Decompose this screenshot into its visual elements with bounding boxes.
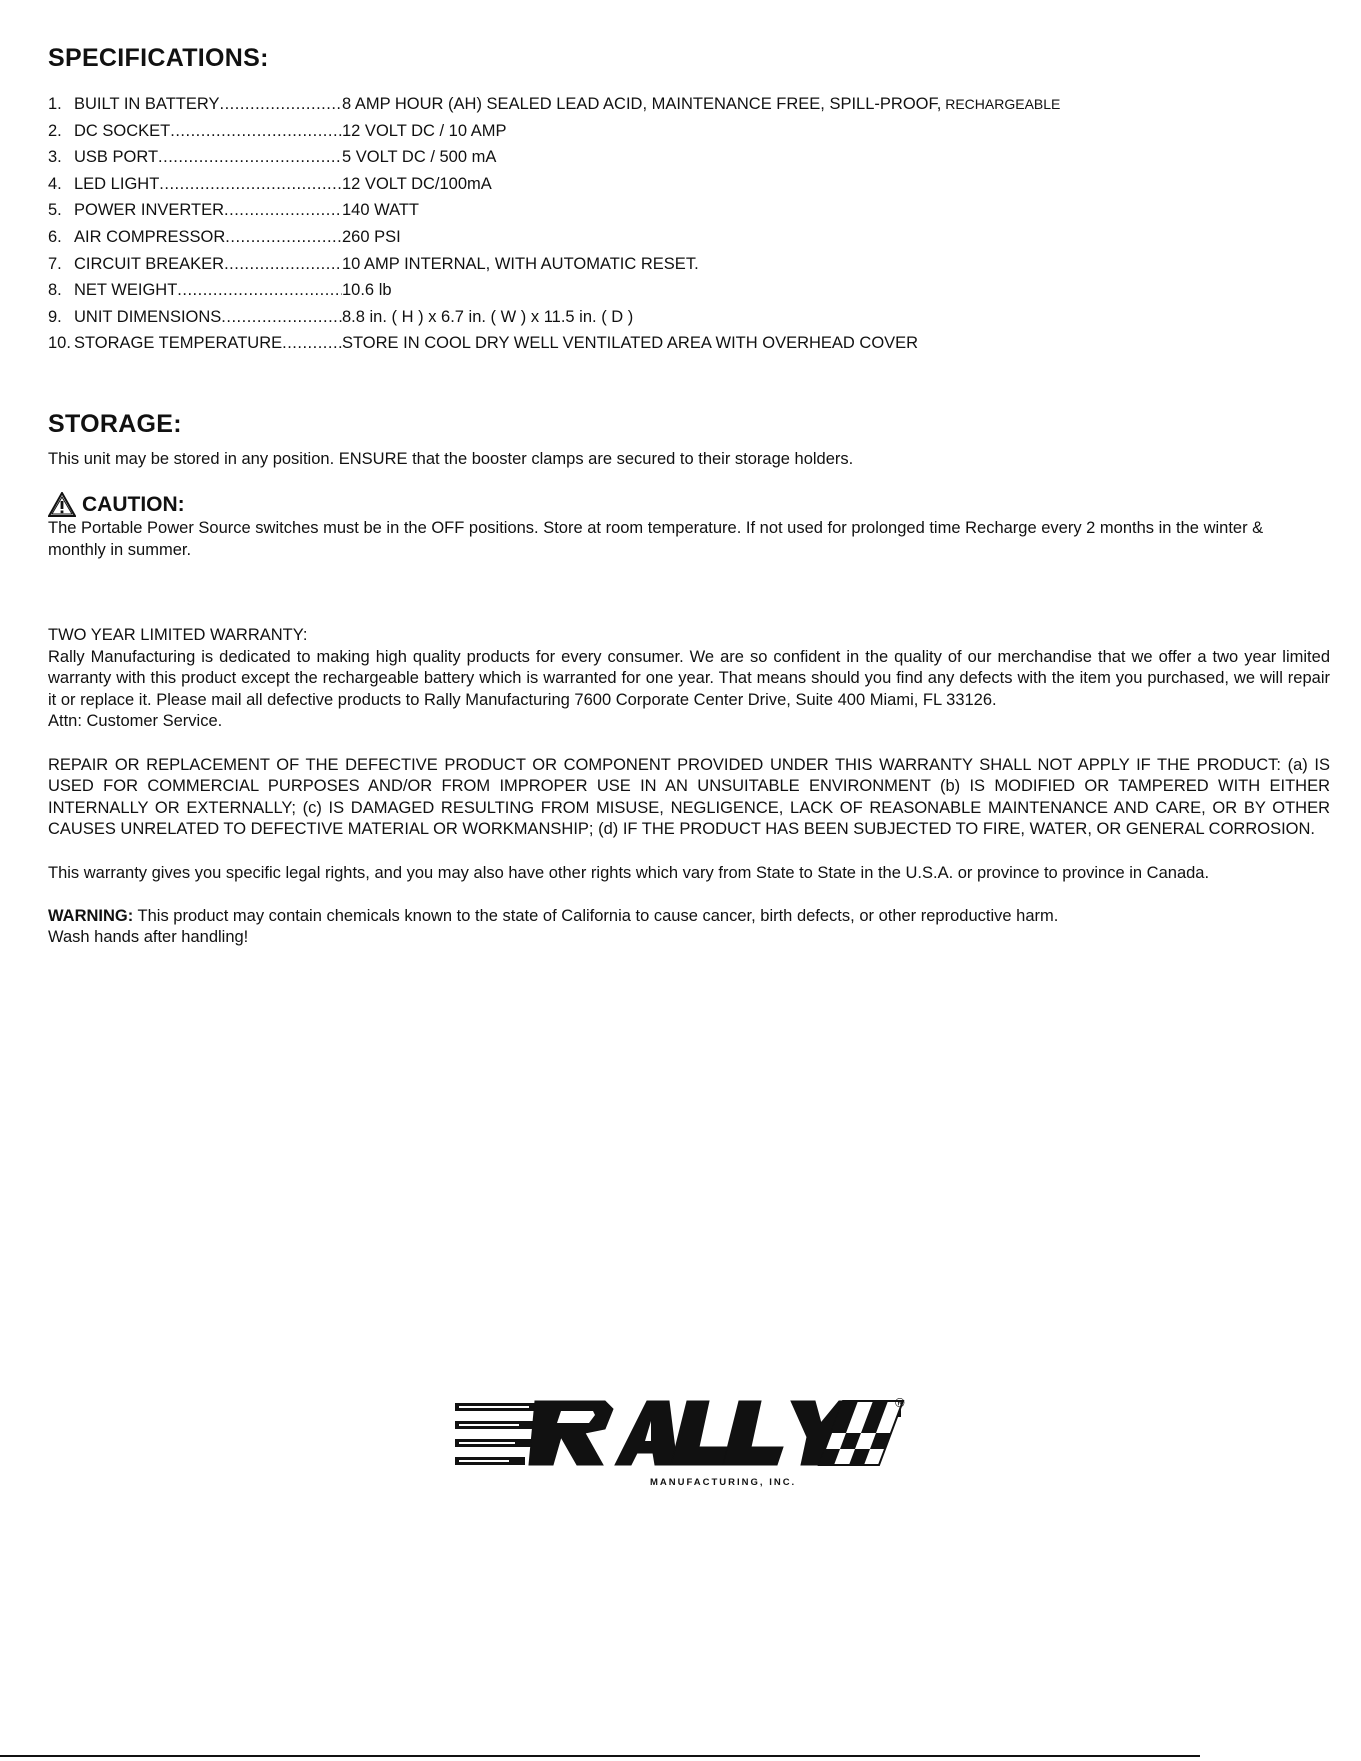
spec-row (48, 171, 1060, 198)
warranty-exclusions: REPAIR OR REPLACEMENT OF THE DEFECTIVE PRODUCT OR COMPONENT PROVIDED UNDER THIS WARRANTY SHALL NOT APPLY IF THE PRODUCT: (a) IS USED FOR COMMERCIAL PURPOSES AND/OR FROM IMPROPER USE IN AN UNSUITABLE ENVIRONMENT (b) IS MODIFIED OR TAMPERED WITH EITHER INTERNALLY OR EXTERNALLY; (c) IS DAMAGED RESULTING FROM MISUSE, NEGLIGENCE, LACK OF REASONABLE MAINTENANCE AND CARE, OR BY OTHER CAUSES UNRELATED TO DEFECTIVE MATERIAL OR WORKMANSHIP; (d) IF THE PRODUCT HAS BEEN SUBJECTED TO FIRE, WATER, OR GENERAL CORROSION. (48, 755, 1330, 839)
logo-subtitle: MANUFACTURING, INC. (650, 1477, 797, 1488)
rally-logo (455, 1393, 915, 1493)
spec-row (48, 197, 1060, 224)
spec-label: NET WEIGHT (74, 281, 178, 300)
spec-label: CIRCUIT BREAKER (74, 254, 225, 273)
warning-label: WARNING: (48, 906, 134, 925)
spec-row (48, 224, 1060, 251)
spec-row (48, 118, 1060, 145)
spec-label: STORAGE TEMPERATURE (74, 334, 283, 353)
spec-label: DC SOCKET (74, 121, 171, 140)
spec-value: 5 VOLT DC / 500 mA (342, 148, 497, 167)
spec-number: 3. (48, 148, 62, 167)
registered-mark: ® (895, 1395, 905, 1410)
warranty-section (48, 625, 1330, 949)
storage-text: This unit may be stored in any position. ENSURE that the booster clamps are secured to their storage holders. (48, 450, 854, 468)
spec-number: 8. (48, 281, 62, 300)
spec-number: 7. (48, 254, 62, 273)
wash-hands-text: Wash hands after handling! (48, 928, 249, 947)
warning-text: This product may contain chemicals known to the state of California to cause cancer, birth defects, or other reproductive harm. (133, 906, 1059, 925)
spec-row (48, 144, 1060, 171)
warranty-attn: Attn: Customer Service. (48, 712, 223, 731)
spec-label: USB PORT (74, 148, 159, 167)
specifications-list (48, 91, 1060, 357)
caution-heading (48, 492, 185, 517)
spec-value: 8 AMP HOUR (AH) SEALED LEAD ACID, MAINTENANCE FREE, SPILL-PROOF, (342, 95, 942, 113)
spec-number: 10. (48, 334, 71, 353)
spec-value: 12 VOLT DC/100mA (342, 174, 492, 193)
spec-row (48, 91, 1060, 118)
spec-number: 2. (48, 121, 62, 140)
spec-value: 10 AMP INTERNAL, WITH AUTOMATIC RESET. (342, 254, 699, 273)
warning-triangle-icon (48, 492, 76, 517)
spec-row (48, 251, 1060, 278)
caution-text: The Portable Power Source switches must be in the OFF positions. Store at room temperature. If not used for prolonged time Recharge every 2 months in the winter & monthly in summer. (48, 519, 1264, 559)
spec-row (48, 330, 1060, 357)
spec-row (48, 304, 1060, 331)
spec-number: 6. (48, 227, 62, 246)
spec-label: UNIT DIMENSIONS (74, 307, 222, 326)
spec-value: 260 PSI (342, 227, 401, 246)
storage-title: STORAGE: (48, 410, 182, 438)
spec-number: 4. (48, 174, 62, 193)
warning-paragraph (48, 906, 1330, 928)
warranty-heading: TWO YEAR LIMITED WARRANTY: (48, 626, 308, 644)
spec-value: 8.8 in. ( H ) x 6.7 in. ( W ) x 11.5 in. ( D ) (342, 307, 634, 326)
spec-label: BUILT IN BATTERY (74, 95, 220, 113)
specifications-title: SPECIFICATIONS: (48, 44, 269, 72)
spec-number: 9. (48, 307, 62, 326)
spec-row (48, 277, 1060, 304)
warranty-rights: This warranty gives you specific legal rights, and you may also have other rights which vary from State to State in the U.S.A. or province to province in Canada. (48, 863, 1210, 882)
spec-label: POWER INVERTER (74, 201, 225, 220)
warranty-body: Rally Manufacturing is dedicated to making high quality products for every consumer. We are so confident in the quality of our merchandise that we offer a two year limited warranty with this product except the rechargeable battery which is warranted for one year. That means should you find any defects with the item you purchased, we will repair it or replace it. Please mail all defective products to Rally Manufacturing 7600 Corporate Center Drive, Suite 400 Miami, FL 33126. (48, 647, 1330, 709)
spec-value-small: RECHARGEABLE (941, 96, 1061, 112)
spec-value: 12 VOLT DC / 10 AMP (342, 121, 507, 140)
spec-number: 1. (48, 95, 62, 113)
spec-label: LED LIGHT (74, 174, 160, 193)
spec-value: STORE IN COOL DRY WELL VENTILATED AREA WITH OVERHEAD COVER (342, 334, 919, 353)
footer-rule (0, 1755, 1200, 1757)
caution-label: CAUTION: (82, 492, 185, 516)
spec-number: 5. (48, 201, 62, 220)
spec-label: AIR COMPRESSOR (74, 227, 226, 246)
spec-value: 10.6 lb (342, 281, 392, 300)
spec-value: 140 WATT (342, 201, 420, 220)
